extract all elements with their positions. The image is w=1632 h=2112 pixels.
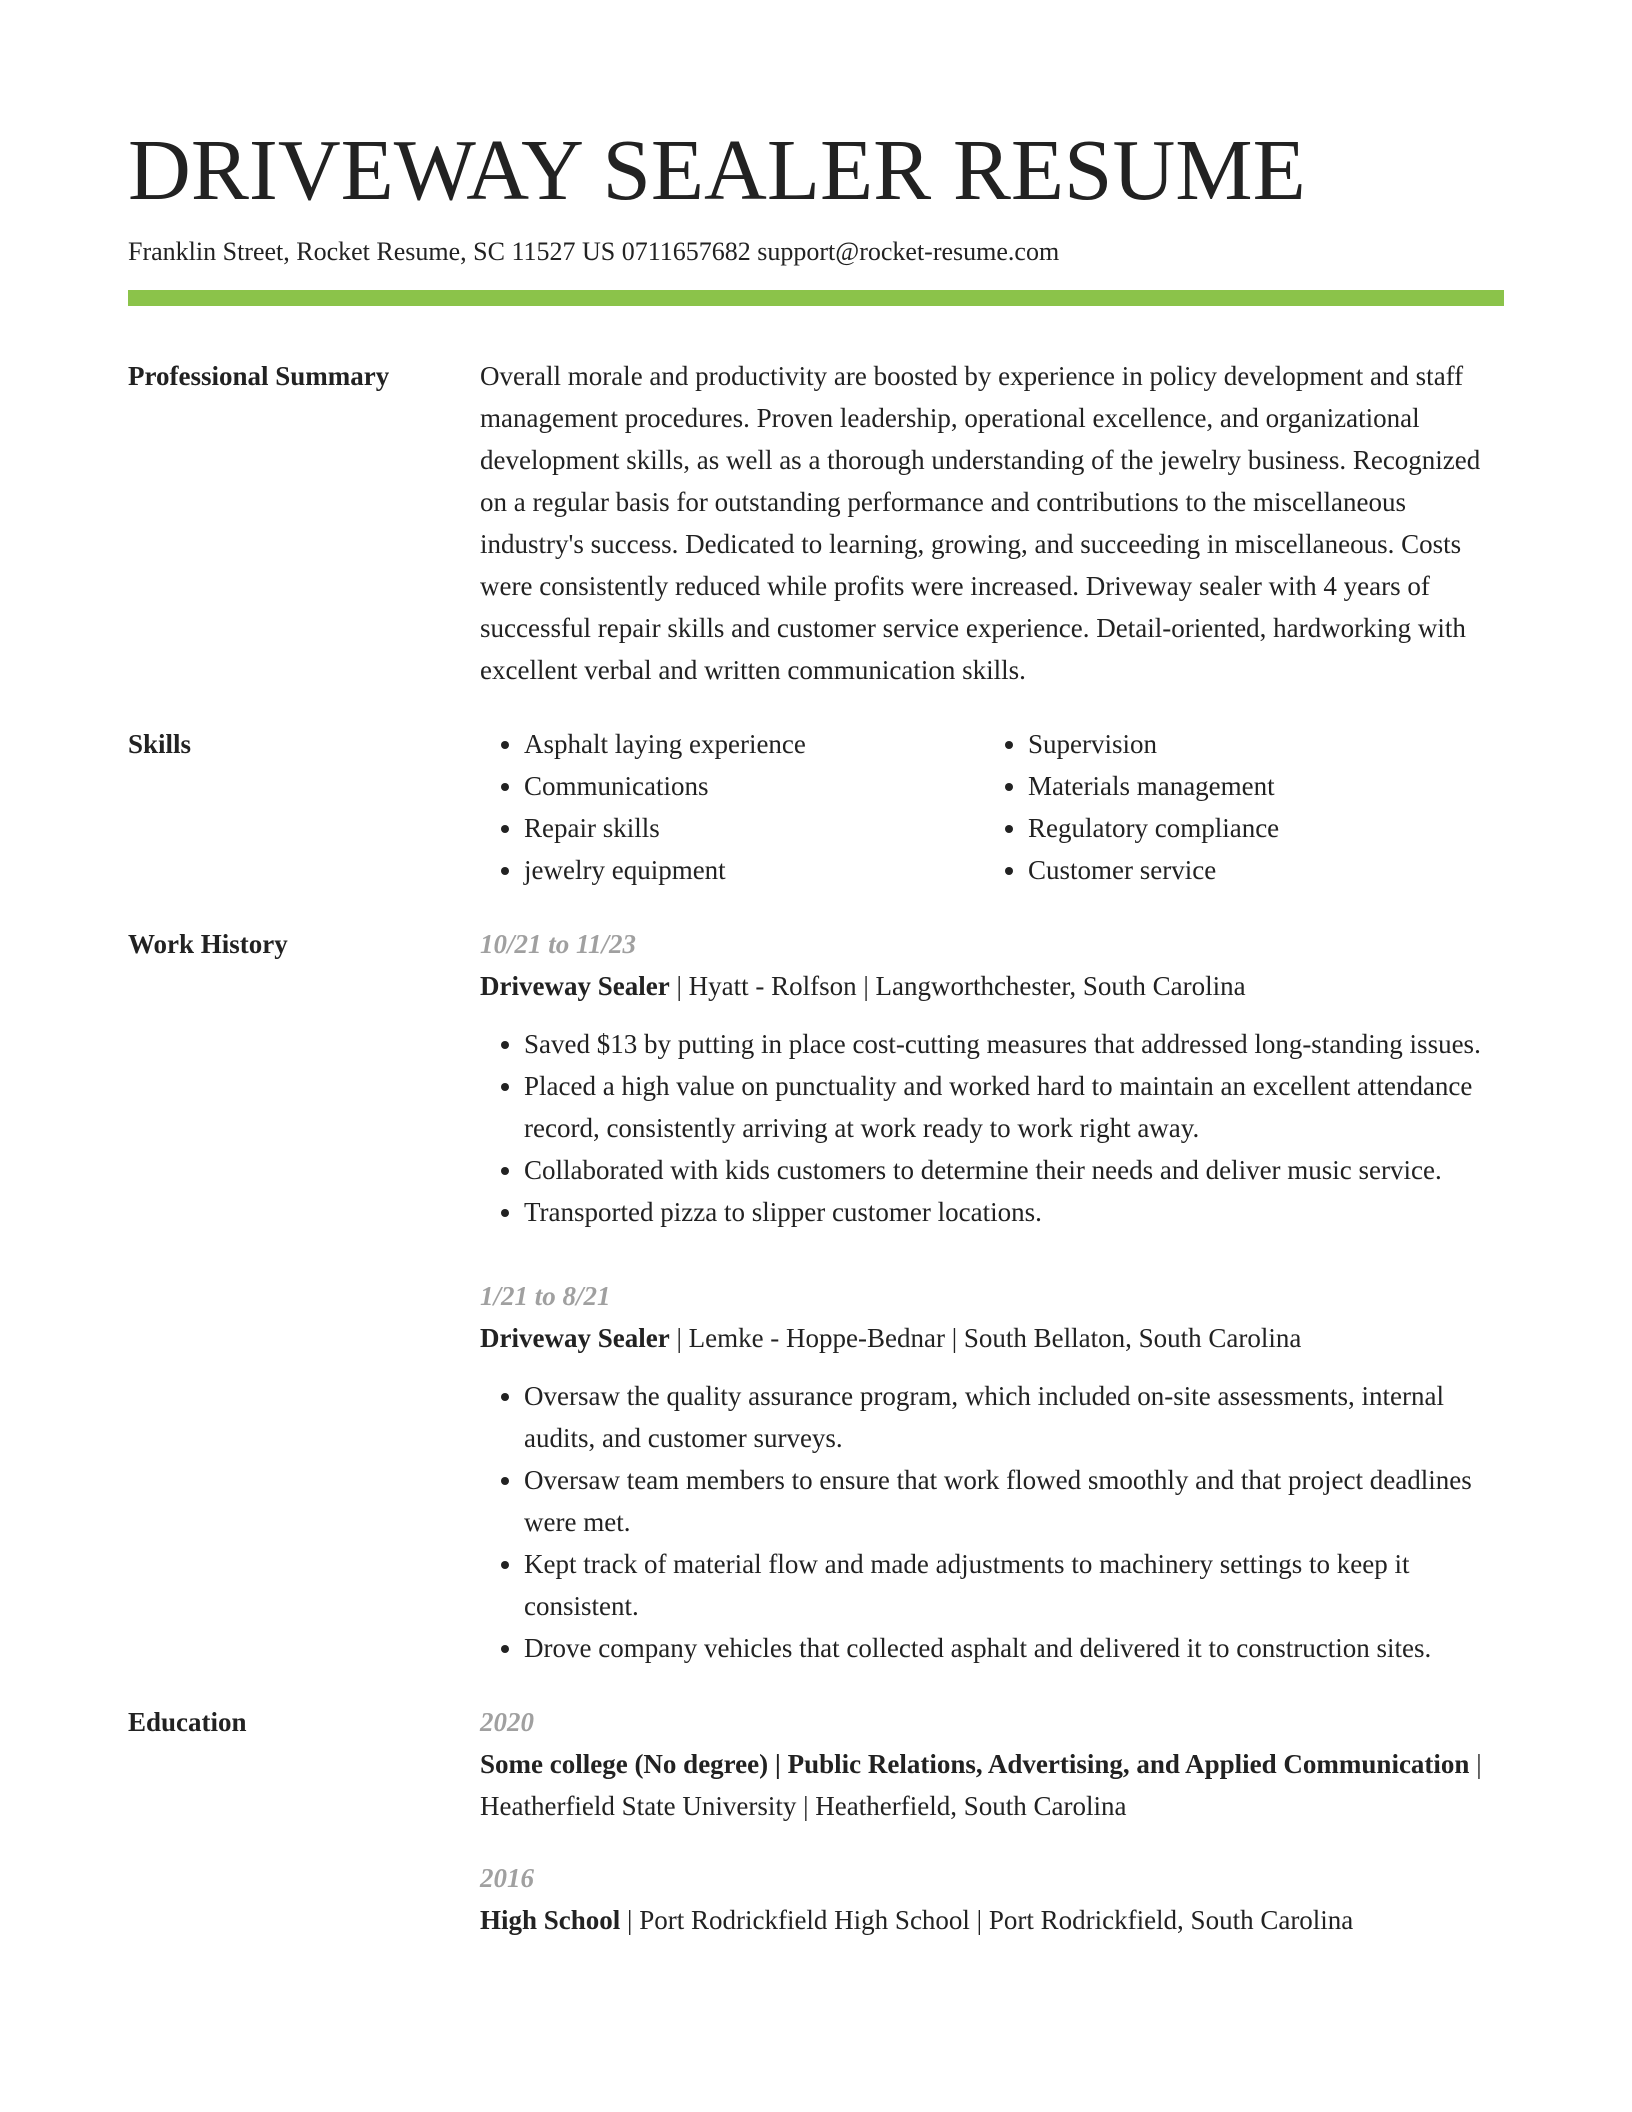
skill-item: • Regulatory compliance	[1028, 807, 1488, 849]
work-heading	[480, 965, 1504, 1007]
resume-title: DRIVEWAY SEALER RESUME	[128, 121, 1306, 218]
contact-line: Franklin Street, Rocket Resume, SC 11527 US 0711657682 support@rocket-resume.com	[128, 237, 1060, 266]
job-details: | Hyatt - Rolfson | Langworthchester, South Carolina	[669, 971, 1246, 1001]
summary-text: Overall morale and productivity are boosted by experience in policy development and staff management procedures. Proven leadership, operational excellence, and organizational development skills, as well as a thorough understanding of the jewelry business. Recognized on a regular basis for outstanding performance and contributions to the miscellaneous industry's success. Dedicated to learning, growing, and succeeding in miscellaneous. Costs were consistently reduced while profits were increased. Driveway sealer with 4 years of successful repair skills and customer service experience. Detail-oriented, hardworking with excellent verbal and written communication skills.	[480, 361, 1481, 685]
education-entry	[480, 1701, 1504, 1827]
job-title: Driveway Sealer	[480, 1323, 670, 1353]
work-bullet: • Oversaw the quality assurance program, which included on-site assessments, internal audits, and customer surveys.	[524, 1375, 1504, 1459]
school-details: | Heatherfield State University | Heatherfield, South Carolina	[480, 1749, 1482, 1821]
work-entry	[480, 1275, 1504, 1669]
job-title: Driveway Sealer	[480, 971, 670, 1001]
education-section	[128, 1701, 1504, 1941]
education-entry	[480, 1857, 1504, 1941]
education-year: 2016	[480, 1863, 534, 1893]
skills-grid	[480, 723, 1504, 891]
education-heading	[480, 1743, 1504, 1827]
degree: High School	[480, 1905, 621, 1935]
work-bullet: • Kept track of material flow and made adjustments to machinery settings to keep it consistent.	[524, 1543, 1504, 1627]
professional-summary-section	[128, 355, 1504, 691]
skills-column-left	[480, 723, 984, 891]
skills-section	[128, 723, 1504, 891]
work-bullet: • Saved $13 by putting in place cost-cutting measures that addressed long-standing issues.	[524, 1023, 1504, 1065]
section-label-education: Education	[128, 1707, 247, 1737]
work-dates: 10/21 to 11/23	[480, 929, 637, 959]
skill-item: • Supervision	[1028, 723, 1488, 765]
school-details: | Port Rodrickfield High School | Port Rodrickfield, South Carolina	[620, 1905, 1354, 1935]
work-bullet: • Drove company vehicles that collected asphalt and delivered it to construction sites.	[524, 1627, 1504, 1669]
section-label-summary: Professional Summary	[128, 361, 390, 391]
education-year: 2020	[480, 1707, 534, 1737]
skills-column-right	[984, 723, 1488, 891]
work-bullet: • Oversaw team members to ensure that work flowed smoothly and that project deadlines were met.	[524, 1459, 1504, 1543]
job-details: | Lemke - Hoppe-Bednar | South Bellaton, South Carolina	[669, 1323, 1302, 1353]
education-heading	[480, 1899, 1504, 1941]
header-divider	[128, 290, 1504, 306]
resume-page	[128, 118, 1504, 1941]
skill-item: • jewelry equipment	[524, 849, 984, 891]
work-entry	[480, 923, 1504, 1233]
work-heading	[480, 1317, 1504, 1359]
work-history-section	[128, 923, 1504, 1669]
work-dates: 1/21 to 8/21	[480, 1281, 611, 1311]
section-label-skills: Skills	[128, 729, 192, 759]
skill-item: • Asphalt laying experience	[524, 723, 984, 765]
skill-item: • Materials management	[1028, 765, 1488, 807]
work-bullet: • Placed a high value on punctuality and worked hard to maintain an excellent attendance record, consistently arriving at work ready to work right away.	[524, 1065, 1504, 1149]
work-bullet: • Transported pizza to slipper customer locations.	[524, 1191, 1504, 1233]
work-bullet: • Collaborated with kids customers to determine their needs and deliver music service.	[524, 1149, 1504, 1191]
work-bullets	[480, 1023, 1504, 1233]
work-bullets	[480, 1375, 1504, 1669]
degree: Some college (No degree) | Public Relations, Advertising, and Applied Communication	[480, 1749, 1470, 1779]
skill-item: • Repair skills	[524, 807, 984, 849]
section-label-work: Work History	[128, 929, 288, 959]
skill-item: • Communications	[524, 765, 984, 807]
skill-item: • Customer service	[1028, 849, 1488, 891]
